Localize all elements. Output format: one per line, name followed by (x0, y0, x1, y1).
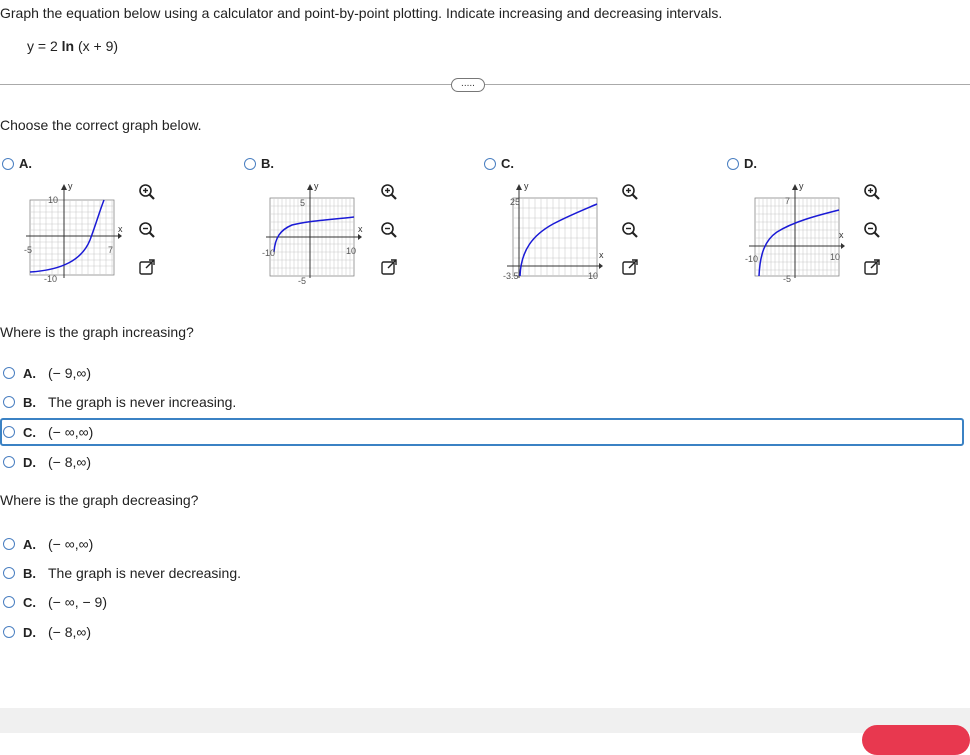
graph-prompt: Choose the correct graph below. (0, 117, 202, 133)
equation-suffix: (x + 9) (74, 38, 119, 54)
zoom-in-icon[interactable] (138, 183, 156, 201)
increasing-prompt: Where is the graph increasing? (0, 324, 194, 340)
axis-x-label: x (358, 224, 363, 234)
graph-option-a[interactable] (2, 156, 32, 171)
radio-button[interactable] (727, 158, 739, 170)
tick-label: -3.5 (503, 271, 519, 281)
check-answer-button[interactable] (862, 725, 970, 755)
tick-label: 7 (785, 196, 791, 206)
zoom-in-icon[interactable] (621, 183, 639, 201)
radio-button[interactable] (3, 567, 15, 579)
option-letter: B. (23, 394, 36, 410)
graph-d[interactable] (745, 180, 845, 284)
popout-icon[interactable] (380, 258, 398, 276)
tick-label: -10 (44, 274, 58, 284)
option-text: The graph is never increasing. (48, 394, 237, 410)
radio-button[interactable] (2, 158, 14, 170)
option-letter: A. (23, 536, 36, 552)
option-letter: C. (23, 594, 36, 610)
increasing-option-b[interactable] (0, 389, 236, 415)
selected-answer-highlight (0, 418, 964, 446)
radio-button[interactable] (3, 396, 15, 408)
zoom-out-icon[interactable] (380, 221, 398, 239)
increasing-option-a[interactable] (0, 360, 91, 386)
popout-icon[interactable] (863, 258, 881, 276)
graph-c[interactable] (503, 180, 603, 280)
option-letter: B. (261, 156, 274, 171)
popout-icon[interactable] (621, 258, 639, 276)
axis-x-label: x (839, 230, 844, 240)
option-letter: B. (23, 565, 36, 581)
tick-label: 10 (588, 271, 599, 281)
axis-y-label: y (314, 181, 319, 191)
option-letter: D. (744, 156, 757, 171)
graph-option-b[interactable] (244, 156, 274, 171)
increasing-option-c[interactable] (0, 419, 93, 445)
radio-button[interactable] (3, 456, 15, 468)
option-text: (− ∞,∞) (48, 536, 94, 552)
decreasing-option-c[interactable] (0, 589, 107, 615)
popout-icon[interactable] (138, 258, 156, 276)
tick-label: 25 (510, 197, 521, 207)
tick-label: 10 (346, 246, 357, 256)
decreasing-option-d[interactable] (0, 619, 91, 645)
graph-option-c[interactable] (484, 156, 514, 171)
decreasing-option-b[interactable] (0, 560, 241, 586)
tick-label: -10 (262, 248, 276, 258)
option-text: (− 9,∞) (48, 365, 92, 381)
option-text: (− 8,∞) (48, 454, 92, 470)
radio-button[interactable] (3, 626, 15, 638)
radio-button[interactable] (244, 158, 256, 170)
tick-label: -10 (745, 254, 759, 264)
radio-button[interactable] (3, 426, 15, 438)
graph-a[interactable] (22, 180, 123, 284)
graph-b[interactable] (262, 180, 363, 286)
divider (0, 84, 970, 85)
option-letter: D. (23, 454, 36, 470)
tick-label: -5 (298, 276, 307, 286)
radio-button[interactable] (3, 367, 15, 379)
axis-y-label: y (799, 181, 804, 191)
radio-button[interactable] (484, 158, 496, 170)
tick-label: -5 (783, 274, 792, 284)
option-letter: D. (23, 624, 36, 640)
axis-y-label: y (524, 181, 529, 191)
zoom-out-icon[interactable] (621, 221, 639, 239)
graph-option-d[interactable] (727, 156, 757, 171)
tick-label: 10 (830, 252, 841, 262)
equation-prefix: y = 2 (27, 38, 62, 54)
tick-label: 7 (108, 245, 114, 255)
zoom-out-icon[interactable] (138, 221, 156, 239)
increasing-option-d[interactable] (0, 449, 91, 475)
zoom-in-icon[interactable] (380, 183, 398, 201)
tick-label: 10 (48, 195, 59, 205)
equation (27, 38, 118, 54)
option-text: (− ∞,∞) (48, 424, 94, 440)
decreasing-prompt: Where is the graph decreasing? (0, 492, 199, 508)
axis-x-label: x (599, 250, 604, 260)
option-letter: C. (501, 156, 514, 171)
question-instruction: Graph the equation below using a calculator and point-by-point plotting. Indicate increasing and decreasing intervals. (0, 5, 723, 21)
radio-button[interactable] (3, 538, 15, 550)
option-text: The graph is never decreasing. (48, 565, 241, 581)
option-text: (− ∞, − 9) (48, 594, 108, 610)
option-letter: A. (23, 365, 36, 381)
zoom-out-icon[interactable] (863, 221, 881, 239)
zoom-in-icon[interactable] (863, 183, 881, 201)
option-letter: C. (23, 424, 36, 440)
tick-label: -5 (24, 245, 33, 255)
more-button[interactable]: ..... (451, 78, 485, 92)
option-letter: A. (19, 156, 32, 171)
radio-button[interactable] (3, 596, 15, 608)
tick-label: 5 (300, 198, 306, 208)
decreasing-option-a[interactable] (0, 531, 93, 557)
option-text: (− 8,∞) (48, 624, 92, 640)
axis-y-label: y (68, 181, 73, 191)
axis-x-label: x (118, 224, 123, 234)
bottom-bar (0, 708, 970, 733)
equation-ln: ln (61, 38, 75, 54)
